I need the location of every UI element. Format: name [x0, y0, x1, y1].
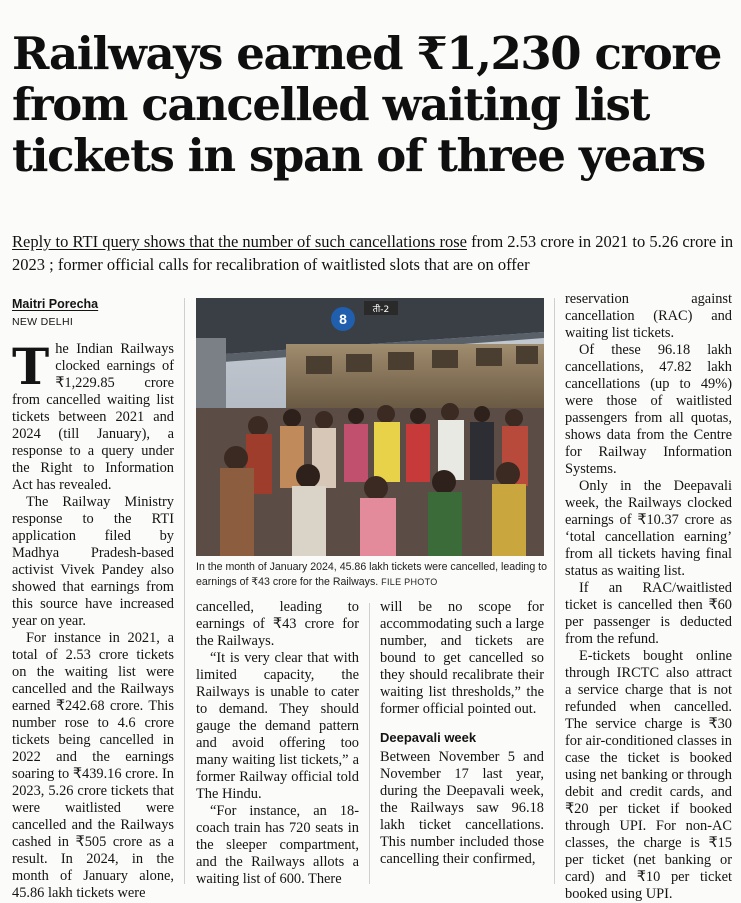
byline[interactable]: Maitri Porecha: [12, 297, 99, 311]
paragraph: The Indian Railways clocked earnings of ₹1,229.85 crore from cancelled waiting list tickets between 2021 and 2024 (till January), a response to a query under the Right to Information Act has revealed.: [12, 337, 174, 493]
article-column-4: [565, 291, 732, 903]
paragraph: “It is very clear that with limited capacity, the Railways is unable to cater to demand. They should gauge the demand pattern and avoid offering too many waiting list tickets,” a former Railway official told The Hindu.: [196, 650, 359, 802]
svg-text:ती-2: ती-2: [372, 305, 390, 315]
paragraph: will be no scope for accommodating such a large number, and tickets are bound to get cancelled so they should recalibrate their waiting list thresholds,” the former official pointed out.: [380, 599, 544, 717]
photo-credit: FILE PHOTO: [381, 576, 438, 587]
paragraph: cancelled, leading to earnings of ₹43 crore for the Railways.: [196, 599, 359, 649]
paragraph: Of these 96.18 lakh cancellations, 47.82 lakh cancellations (up to 49%) were those of waitlisted passengers from all quotas, shows data from the Centre for Railway Information Systems.: [565, 342, 732, 477]
paragraph: Only in the Deepavali week, the Railways clocked earnings of ₹10.37 crore as ‘total cancellation earning’ from all tickets having final status as waiting list.: [565, 478, 732, 579]
column-rule: [369, 603, 370, 884]
deck: [12, 230, 734, 276]
photo-caption: In the month of January 2024, 45.86 lakh tickets were cancelled, leading to earnings of ₹43 crore for the Railways. FILE PHOTO: [196, 561, 547, 588]
paragraph: Between November 5 and November 17 last year, during the Deepavali week, the Railways saw 96.18 lakh ticket cancellations. This number included those cancelling their confirmed,: [380, 749, 544, 867]
paragraph: reservation against cancellation (RAC) and waiting list tickets.: [565, 291, 732, 341]
station-crowd-image: [196, 298, 544, 556]
headline: Railways earned ₹1,230 crore from cancelled waiting list tickets in span of three years: [12, 27, 721, 182]
paragraph: If an RAC/waitlisted ticket is cancelled then ₹60 per passenger is deducted from the refund.: [565, 580, 732, 647]
column-rule: [554, 298, 555, 884]
paragraph: For instance in 2021, a total of 2.53 crore tickets on the waiting list were cancelled and the Railways earned ₹242.68 crore. This number rose to 4.6 crore tickets being cancelled in 2022 and the earnings soaring to ₹439.16 crore. In 2023, 5.26 crore tickets that were waitlisted were cancelled and the Railways cashed in ₹505 crore as a result. In 2024, in the month of January alone, 45.86 lakh tickets were: [12, 630, 174, 901]
article-column-1: [12, 337, 174, 902]
article-column-2: [196, 599, 359, 888]
paragraph: The Railway Ministry response to the RTI application filed by Madhya Pradesh-based activist Vivek Pandey also showed that earnings from this source have increased year on year.: [12, 494, 174, 629]
deck-underlined: Reply to RTI query shows that the number of such cancellations rose: [12, 232, 467, 251]
news-photo: [196, 298, 544, 556]
paragraph: E-tickets bought online through IRCTC also attract a service charge that is not refunded when cancelled. The service charge is ₹30 for air-conditioned classes in case the ticket is booked using net banking or through debit and credit cards, and ₹20 per ticket if booked through UPI. For non-AC classes, the charge is ₹15 per ticket (net banking or card) and ₹10 per ticket booked using UPI.: [565, 648, 732, 902]
svg-text:8: 8: [339, 311, 347, 327]
paragraph: “For instance, an 18-coach train has 720 seats in the sleeper compartment, and the Railways allots a waiting list of 600. There: [196, 803, 359, 887]
deck-rest: from 2.53 crore in 2021 to 5.26 crore in 2023 ; former official calls for recalibration of waitlisted slots that are on offer: [12, 232, 734, 274]
article-column-3: [380, 599, 544, 868]
subhead: Deepavali week: [380, 730, 477, 745]
column-rule: [184, 298, 185, 884]
drop-cap: T: [12, 337, 50, 396]
dateline: NEW DELHI: [12, 316, 74, 328]
